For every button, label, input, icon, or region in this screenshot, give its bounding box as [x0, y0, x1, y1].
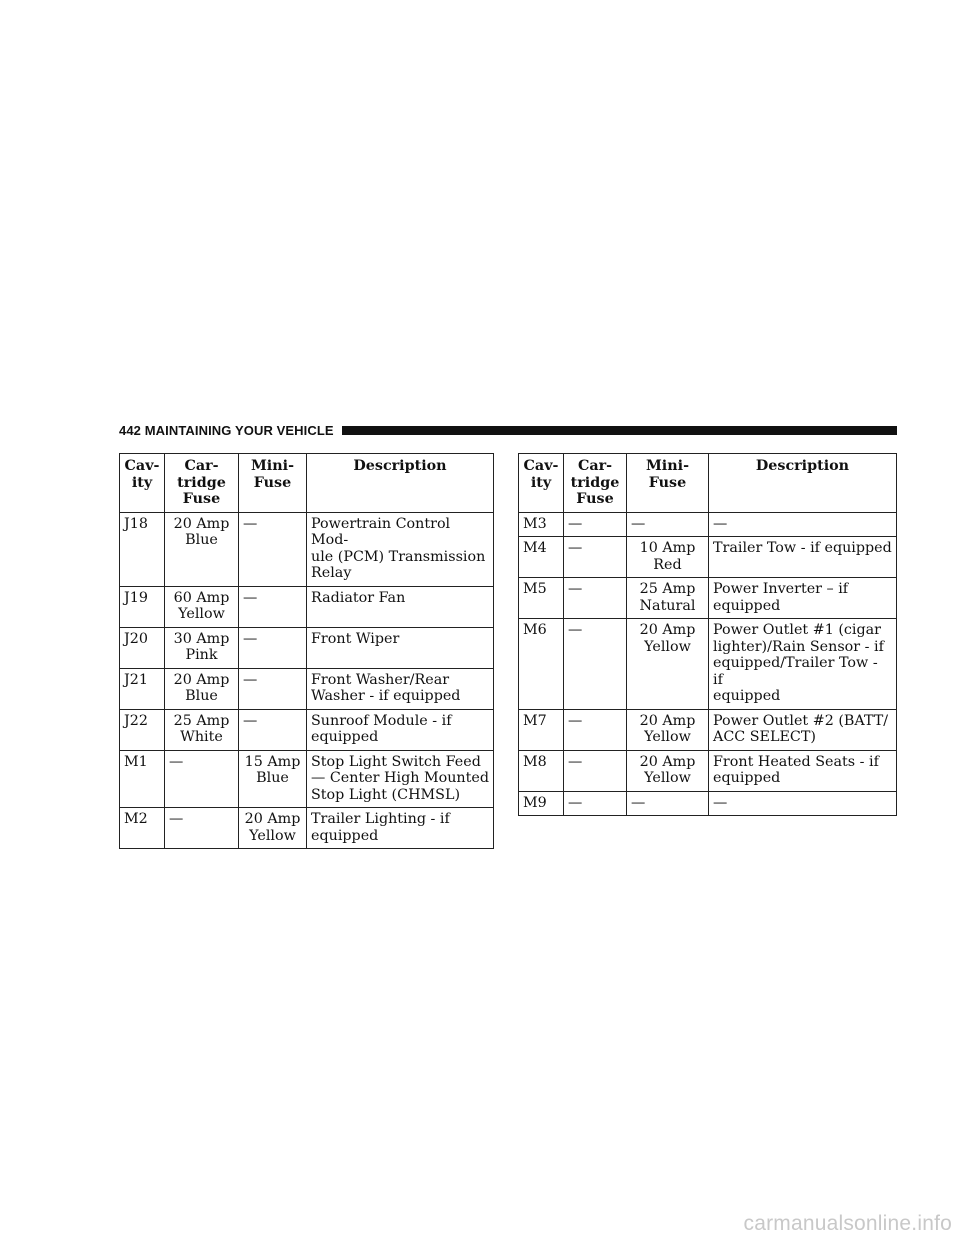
cartridge-fuse-cell: 30 Amp Pink [165, 627, 239, 668]
cartridge-fuse-cell: — [564, 709, 627, 750]
description-cell: Power Outlet #1 (cigar lighter)/Rain Sensor - if equipped/Trailer Tow - if equipped [709, 619, 897, 710]
table-row [519, 750, 897, 791]
cavity-cell: M3 [519, 512, 564, 537]
header-rule-bar [342, 426, 897, 435]
cartridge-fuse-cell: — [564, 512, 627, 537]
cavity-cell: M1 [120, 750, 165, 808]
table-row [519, 709, 897, 750]
column-header-mini-fuse: Mini- Fuse [627, 454, 709, 513]
cartridge-fuse-cell: — [564, 791, 627, 816]
cavity-cell: M2 [120, 808, 165, 849]
description-cell: Front Wiper [307, 627, 494, 668]
cavity-cell: J21 [120, 668, 165, 709]
cartridge-fuse-cell: — [165, 808, 239, 849]
column-header-cartridge-fuse: Car- tridge Fuse [165, 454, 239, 513]
mini-fuse-cell: 20 Amp Yellow [627, 709, 709, 750]
mini-fuse-cell: — [239, 512, 307, 586]
cavity-cell: M8 [519, 750, 564, 791]
cavity-cell: J19 [120, 586, 165, 627]
cartridge-fuse-cell: 20 Amp Blue [165, 668, 239, 709]
table-row [120, 627, 494, 668]
table-row [519, 619, 897, 710]
mini-fuse-cell: 25 Amp Natural [627, 578, 709, 619]
column-header-mini-fuse: Mini- Fuse [239, 454, 307, 513]
mini-fuse-cell: 20 Amp Yellow [239, 808, 307, 849]
cartridge-fuse-cell: — [564, 619, 627, 710]
description-cell: — [709, 791, 897, 816]
fuse-table-left [119, 453, 494, 849]
description-cell: Front Heated Seats - if equipped [709, 750, 897, 791]
cartridge-fuse-cell: 25 Amp White [165, 709, 239, 750]
table-header-row [519, 454, 897, 513]
mini-fuse-cell: 20 Amp Yellow [627, 619, 709, 710]
mini-fuse-cell: — [627, 512, 709, 537]
description-cell: Power Inverter – if equipped [709, 578, 897, 619]
cartridge-fuse-cell: 20 Amp Blue [165, 512, 239, 586]
table-row [519, 512, 897, 537]
description-cell: — [709, 512, 897, 537]
fuse-table-right [518, 453, 897, 816]
description-cell: Power Outlet #2 (BATT/ ACC SELECT) [709, 709, 897, 750]
column-header-description: Description [307, 454, 494, 513]
mini-fuse-cell: — [239, 668, 307, 709]
column-header-cartridge-fuse: Car- tridge Fuse [564, 454, 627, 513]
cavity-cell: M4 [519, 537, 564, 578]
table-header-row [120, 454, 494, 513]
description-cell: Radiator Fan [307, 586, 494, 627]
description-cell: Stop Light Switch Feed — Center High Mounted Stop Light (CHMSL) [307, 750, 494, 808]
column-header-description: Description [709, 454, 897, 513]
cavity-cell: J20 [120, 627, 165, 668]
table-row [120, 668, 494, 709]
cartridge-fuse-cell: — [165, 750, 239, 808]
table-row [120, 808, 494, 849]
description-cell: Trailer Tow - if equipped [709, 537, 897, 578]
description-cell: Trailer Lighting - if equipped [307, 808, 494, 849]
cavity-cell: M9 [519, 791, 564, 816]
table-row [120, 512, 494, 586]
cartridge-fuse-cell: — [564, 537, 627, 578]
mini-fuse-cell: — [239, 709, 307, 750]
cavity-cell: M5 [519, 578, 564, 619]
cartridge-fuse-cell: 60 Amp Yellow [165, 586, 239, 627]
page-number-and-section-title: 442 MAINTAINING YOUR VEHICLE [119, 422, 334, 438]
table-row [519, 791, 897, 816]
page-header [119, 421, 897, 439]
cartridge-fuse-cell: — [564, 750, 627, 791]
cavity-cell: M6 [519, 619, 564, 710]
mini-fuse-cell: 20 Amp Yellow [627, 750, 709, 791]
mini-fuse-cell: 10 Amp Red [627, 537, 709, 578]
cartridge-fuse-cell: — [564, 578, 627, 619]
watermark-link[interactable]: carmanualsonline.info [743, 1212, 952, 1235]
cavity-cell: J22 [120, 709, 165, 750]
table-row [120, 709, 494, 750]
mini-fuse-cell: — [239, 586, 307, 627]
description-cell: Sunroof Module - if equipped [307, 709, 494, 750]
cavity-cell: M7 [519, 709, 564, 750]
column-header-cavity: Cav- ity [120, 454, 165, 513]
cavity-cell: J18 [120, 512, 165, 586]
mini-fuse-cell: — [239, 627, 307, 668]
table-row [519, 578, 897, 619]
mini-fuse-cell: — [627, 791, 709, 816]
mini-fuse-cell: 15 Amp Blue [239, 750, 307, 808]
table-row [120, 586, 494, 627]
table-row [519, 537, 897, 578]
description-cell: Front Washer/Rear Washer - if equipped [307, 668, 494, 709]
table-row [120, 750, 494, 808]
column-header-cavity: Cav- ity [519, 454, 564, 513]
description-cell: Powertrain Control Mod- ule (PCM) Transmission Relay [307, 512, 494, 586]
